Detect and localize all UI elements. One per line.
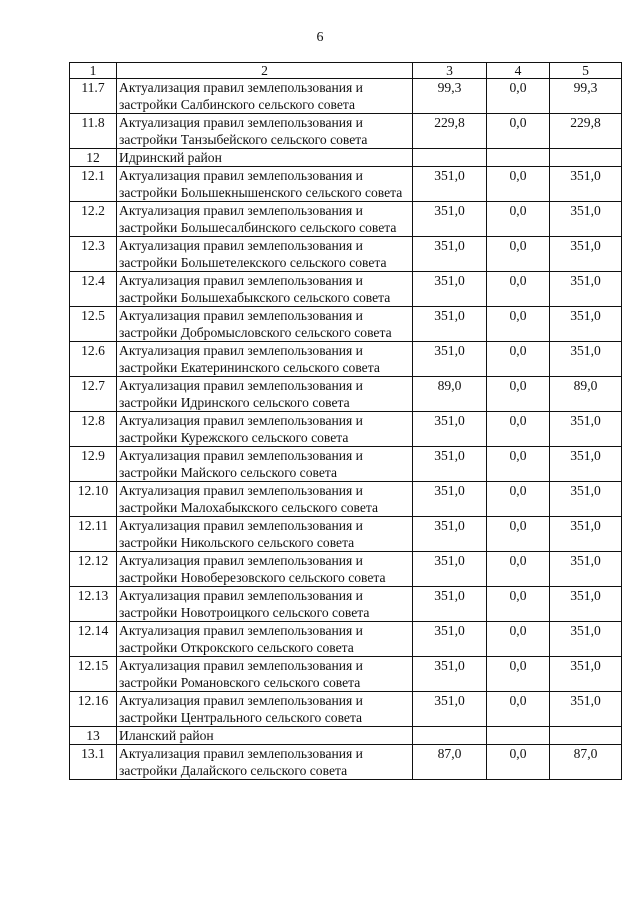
- value-col5: 351,0: [550, 692, 622, 727]
- value-col3: 99,3: [413, 79, 487, 114]
- value-col3: 351,0: [413, 622, 487, 657]
- row-number: 12.14: [70, 622, 117, 657]
- table-row: [70, 167, 622, 202]
- table-row: [70, 552, 622, 587]
- header-cell: 2: [117, 63, 413, 79]
- value-col4: 0,0: [487, 482, 550, 517]
- table-row: [70, 237, 622, 272]
- value-col3: 351,0: [413, 237, 487, 272]
- value-col4: 0,0: [487, 447, 550, 482]
- row-number: 12.15: [70, 657, 117, 692]
- value-col4: 0,0: [487, 412, 550, 447]
- row-number: 13.1: [70, 745, 117, 780]
- row-description: Актуализация правил землепользования и застройки Екатерининского сельского совета: [117, 342, 413, 377]
- value-col3: 229,8: [413, 114, 487, 149]
- row-number: 12: [70, 149, 117, 167]
- table-row: [70, 377, 622, 412]
- row-number: 12.12: [70, 552, 117, 587]
- value-col5: 351,0: [550, 307, 622, 342]
- value-col4: 0,0: [487, 114, 550, 149]
- value-col5: 351,0: [550, 237, 622, 272]
- value-col5: [550, 727, 622, 745]
- header-cell: 3: [413, 63, 487, 79]
- row-description: Актуализация правил землепользования и застройки Центрального сельского совета: [117, 692, 413, 727]
- header-cell: 1: [70, 63, 117, 79]
- row-number: 12.13: [70, 587, 117, 622]
- value-col5: 89,0: [550, 377, 622, 412]
- value-col3: 351,0: [413, 657, 487, 692]
- value-col3: 89,0: [413, 377, 487, 412]
- value-col4: [487, 727, 550, 745]
- row-description: Актуализация правил землепользования и застройки Большекнышенского сельского совета: [117, 167, 413, 202]
- value-col4: 0,0: [487, 692, 550, 727]
- value-col4: 0,0: [487, 307, 550, 342]
- value-col4: 0,0: [487, 657, 550, 692]
- value-col5: 351,0: [550, 272, 622, 307]
- value-col3: 351,0: [413, 692, 487, 727]
- table-row: [70, 307, 622, 342]
- row-number: 13: [70, 727, 117, 745]
- header-cell: 5: [550, 63, 622, 79]
- table-row: [70, 149, 622, 167]
- value-col5: 351,0: [550, 517, 622, 552]
- value-col4: 0,0: [487, 167, 550, 202]
- value-col3: 351,0: [413, 202, 487, 237]
- row-number: 12.8: [70, 412, 117, 447]
- value-col3: 351,0: [413, 447, 487, 482]
- row-description: Актуализация правил землепользования и застройки Большесалбинского сельского совета: [117, 202, 413, 237]
- value-col3: 351,0: [413, 517, 487, 552]
- row-number: 12.5: [70, 307, 117, 342]
- table-row: [70, 482, 622, 517]
- table-row: [70, 692, 622, 727]
- table-row: [70, 587, 622, 622]
- header-cell: 4: [487, 63, 550, 79]
- table-row: [70, 517, 622, 552]
- row-number: 12.7: [70, 377, 117, 412]
- value-col3: [413, 727, 487, 745]
- table-header-row: [70, 63, 622, 79]
- value-col5: 99,3: [550, 79, 622, 114]
- value-col4: 0,0: [487, 342, 550, 377]
- table-row: [70, 447, 622, 482]
- table-row: [70, 745, 622, 780]
- row-description: Актуализация правил землепользования и застройки Добромысловского сельского совета: [117, 307, 413, 342]
- table-body: [70, 79, 622, 780]
- value-col5: 351,0: [550, 342, 622, 377]
- page-number: 6: [316, 30, 324, 45]
- value-col3: 351,0: [413, 552, 487, 587]
- table-row: [70, 657, 622, 692]
- row-description: Актуализация правил землепользования и застройки Никольского сельского совета: [117, 517, 413, 552]
- value-col4: 0,0: [487, 552, 550, 587]
- row-number: 12.1: [70, 167, 117, 202]
- row-number: 12.4: [70, 272, 117, 307]
- value-col4: 0,0: [487, 622, 550, 657]
- row-description: Актуализация правил землепользования и застройки Майского сельского совета: [117, 447, 413, 482]
- value-col3: 87,0: [413, 745, 487, 780]
- value-col4: 0,0: [487, 79, 550, 114]
- value-col3: 351,0: [413, 307, 487, 342]
- value-col5: 351,0: [550, 412, 622, 447]
- row-number: 12.6: [70, 342, 117, 377]
- value-col4: 0,0: [487, 377, 550, 412]
- value-col5: 351,0: [550, 552, 622, 587]
- value-col3: 351,0: [413, 412, 487, 447]
- row-description: Актуализация правил землепользования и застройки Салбинского сельского совета: [117, 79, 413, 114]
- value-col5: 351,0: [550, 587, 622, 622]
- value-col3: 351,0: [413, 272, 487, 307]
- row-description: Актуализация правил землепользования и застройки Большехабыкского сельского совета: [117, 272, 413, 307]
- row-description: Иланский район: [117, 727, 413, 745]
- table-row: [70, 622, 622, 657]
- value-col4: 0,0: [487, 272, 550, 307]
- table-row: [70, 342, 622, 377]
- row-number: 12.11: [70, 517, 117, 552]
- budget-table: [69, 62, 622, 780]
- value-col4: 0,0: [487, 745, 550, 780]
- value-col5: 229,8: [550, 114, 622, 149]
- value-col4: 0,0: [487, 202, 550, 237]
- value-col5: 351,0: [550, 482, 622, 517]
- row-description: Актуализация правил землепользования и застройки Малохабыкского сельского совета: [117, 482, 413, 517]
- row-description: Актуализация правил землепользования и застройки Курежского сельского совета: [117, 412, 413, 447]
- value-col4: [487, 149, 550, 167]
- value-col4: 0,0: [487, 517, 550, 552]
- row-number: 12.3: [70, 237, 117, 272]
- row-number: 12.10: [70, 482, 117, 517]
- row-description: Актуализация правил землепользования и застройки Танзыбейского сельского совета: [117, 114, 413, 149]
- row-description: Актуализация правил землепользования и застройки Новоберезовского сельского совета: [117, 552, 413, 587]
- row-description: Актуализация правил землепользования и застройки Большетелекского сельского совета: [117, 237, 413, 272]
- value-col5: [550, 149, 622, 167]
- value-col3: [413, 149, 487, 167]
- row-description: Актуализация правил землепользования и застройки Романовского сельского совета: [117, 657, 413, 692]
- row-description: Актуализация правил землепользования и застройки Новотроицкого сельского совета: [117, 587, 413, 622]
- value-col5: 351,0: [550, 622, 622, 657]
- row-number: 12.9: [70, 447, 117, 482]
- value-col5: 351,0: [550, 657, 622, 692]
- row-description: Актуализация правил землепользования и застройки Идринского сельского совета: [117, 377, 413, 412]
- table-row: [70, 272, 622, 307]
- row-description: Актуализация правил землепользования и застройки Далайского сельского совета: [117, 745, 413, 780]
- row-number: 12.16: [70, 692, 117, 727]
- row-description: Идринский район: [117, 149, 413, 167]
- table-row: [70, 202, 622, 237]
- table-row: [70, 412, 622, 447]
- value-col3: 351,0: [413, 482, 487, 517]
- value-col3: 351,0: [413, 587, 487, 622]
- row-number: 11.8: [70, 114, 117, 149]
- value-col5: 351,0: [550, 447, 622, 482]
- value-col4: 0,0: [487, 587, 550, 622]
- table-row: [70, 114, 622, 149]
- table-row: [70, 727, 622, 745]
- value-col3: 351,0: [413, 167, 487, 202]
- value-col5: 351,0: [550, 167, 622, 202]
- row-description: Актуализация правил землепользования и застройки Открокского сельского совета: [117, 622, 413, 657]
- value-col5: 87,0: [550, 745, 622, 780]
- row-number: 12.2: [70, 202, 117, 237]
- value-col3: 351,0: [413, 342, 487, 377]
- value-col5: 351,0: [550, 202, 622, 237]
- table-row: [70, 79, 622, 114]
- value-col4: 0,0: [487, 237, 550, 272]
- row-number: 11.7: [70, 79, 117, 114]
